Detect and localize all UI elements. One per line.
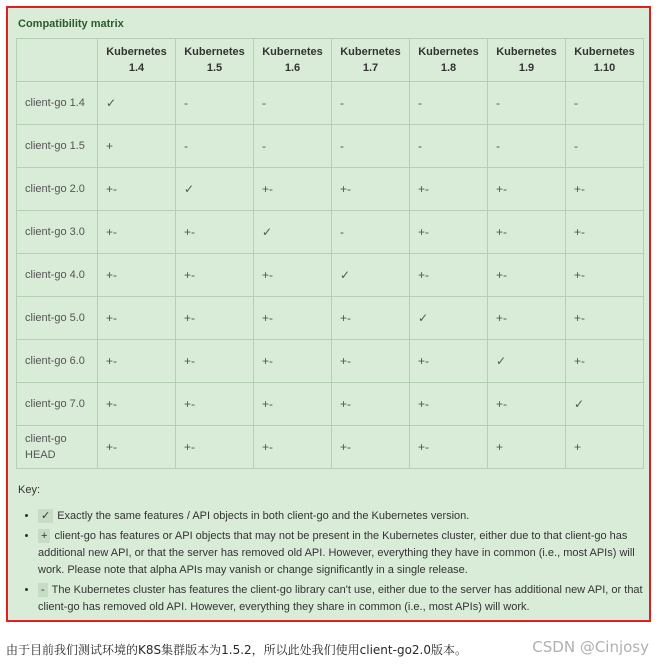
table-row [17,125,644,168]
row-header: client-go HEAD [17,426,98,469]
row-header: client-go 6.0 [17,340,98,383]
compatibility-cell: +- [176,211,254,254]
table-header-row [17,39,644,82]
compatibility-cell: +- [254,254,332,297]
legend-text-minus: The Kubernetes cluster has features the client-go library can't use, either due to the server has additional new API, or that client-go has removed old API. However, everything they share in common (i.e., most APIs) will work. [38,584,643,613]
compatibility-cell: +- [98,383,176,426]
compatibility-cell: ✓ [176,168,254,211]
compatibility-cell: +- [410,254,488,297]
section-title: Compatibility matrix [18,18,124,30]
header-corner [17,39,98,82]
compatibility-cell: +- [254,340,332,383]
compatibility-cell: +- [254,297,332,340]
table-row [17,254,644,297]
table-row [17,211,644,254]
compatibility-cell: +- [254,168,332,211]
compatibility-cell: + [98,125,176,168]
table-row [17,297,644,340]
compatibility-cell: +- [410,340,488,383]
compatibility-cell: - [410,82,488,125]
header-k8s-1-8: Kubernetes 1.8 [410,39,488,82]
compatibility-cell: +- [176,426,254,469]
compatibility-cell: +- [410,168,488,211]
compatibility-cell: - [254,125,332,168]
table-row [17,168,644,211]
legend-symbol-minus: - [38,583,48,597]
compatibility-cell: - [176,82,254,125]
table-row [17,383,644,426]
compatibility-cell: +- [332,340,410,383]
row-header: client-go 5.0 [17,297,98,340]
compatibility-cell: - [410,125,488,168]
compatibility-cell: +- [176,340,254,383]
compatibility-cell: +- [566,340,644,383]
compatibility-cell: +- [332,297,410,340]
compatibility-cell: - [176,125,254,168]
compatibility-cell: - [488,82,566,125]
compatibility-cell: - [566,125,644,168]
watermark: CSDN @Cinjosy [532,638,649,656]
compatibility-cell: +- [176,297,254,340]
header-k8s-1-7: Kubernetes 1.7 [332,39,410,82]
legend-item-plus [38,528,658,579]
compatibility-cell: - [488,125,566,168]
compatibility-cell: - [332,211,410,254]
header-k8s-1-9: Kubernetes 1.9 [488,39,566,82]
compatibility-cell: +- [566,254,644,297]
compatibility-cell: +- [410,211,488,254]
compatibility-cell: + [488,426,566,469]
compatibility-cell: ✓ [254,211,332,254]
compatibility-cell: ✓ [332,254,410,297]
compatibility-cell: +- [98,168,176,211]
compatibility-matrix-table [16,38,644,469]
compatibility-cell: +- [176,254,254,297]
compatibility-panel [6,6,651,622]
legend-symbol-plus: + [38,529,50,543]
table-row [17,426,644,469]
compatibility-cell: ✓ [98,82,176,125]
legend-text-exact: Exactly the same features / API objects in both client-go and the Kubernetes version. [57,510,470,522]
compatibility-cell: +- [488,254,566,297]
compatibility-cell: +- [332,168,410,211]
compatibility-cell: +- [488,168,566,211]
compatibility-cell: - [332,82,410,125]
header-k8s-1-10: Kubernetes 1.10 [566,39,644,82]
compatibility-cell: ✓ [488,340,566,383]
legend-list [20,508,658,619]
compatibility-cell: +- [410,383,488,426]
compatibility-cell: +- [488,297,566,340]
compatibility-cell: - [566,82,644,125]
article-caption: 由于目前我们测试环境的K8S集群版本为1.5.2，所以此处我们使用client-go2.0版本。 [6,643,467,657]
key-label: Key: [18,484,41,496]
row-header: client-go 1.5 [17,125,98,168]
compatibility-cell: +- [566,168,644,211]
compatibility-cell: +- [566,297,644,340]
compatibility-cell: +- [566,211,644,254]
compatibility-cell: +- [488,211,566,254]
compatibility-cell: +- [332,426,410,469]
header-k8s-1-6: Kubernetes 1.6 [254,39,332,82]
compatibility-cell: +- [410,426,488,469]
header-k8s-1-5: Kubernetes 1.5 [176,39,254,82]
compatibility-cell: - [332,125,410,168]
compatibility-cell: +- [176,383,254,426]
compatibility-cell: +- [254,426,332,469]
compatibility-cell: +- [98,254,176,297]
compatibility-cell: +- [98,297,176,340]
compatibility-cell: +- [488,383,566,426]
compatibility-cell: +- [254,383,332,426]
compatibility-cell: - [254,82,332,125]
legend-item-minus [38,582,658,616]
table-row [17,340,644,383]
compatibility-cell: ✓ [410,297,488,340]
header-k8s-1-4: Kubernetes 1.4 [98,39,176,82]
table-row [17,82,644,125]
compatibility-cell: + [566,426,644,469]
legend-text-plus: client-go has features or API objects that may not be present in the Kubernetes cluster, either due to that client-go has additional new API, or that the server has removed old API. However, everything they have in common (i.e., most APIs) will work. Please note that alpha APIs may vanish or change significantly in a single release. [38,530,635,576]
row-header: client-go 4.0 [17,254,98,297]
compatibility-cell: ✓ [566,383,644,426]
row-header: client-go 1.4 [17,82,98,125]
compatibility-cell: +- [332,383,410,426]
compatibility-cell: +- [98,211,176,254]
compatibility-cell: +- [98,340,176,383]
legend-symbol-exact: ✓ [38,509,53,523]
compatibility-cell: +- [98,426,176,469]
legend-item-exact [38,508,658,525]
row-header: client-go 7.0 [17,383,98,426]
row-header: client-go 3.0 [17,211,98,254]
row-header: client-go 2.0 [17,168,98,211]
